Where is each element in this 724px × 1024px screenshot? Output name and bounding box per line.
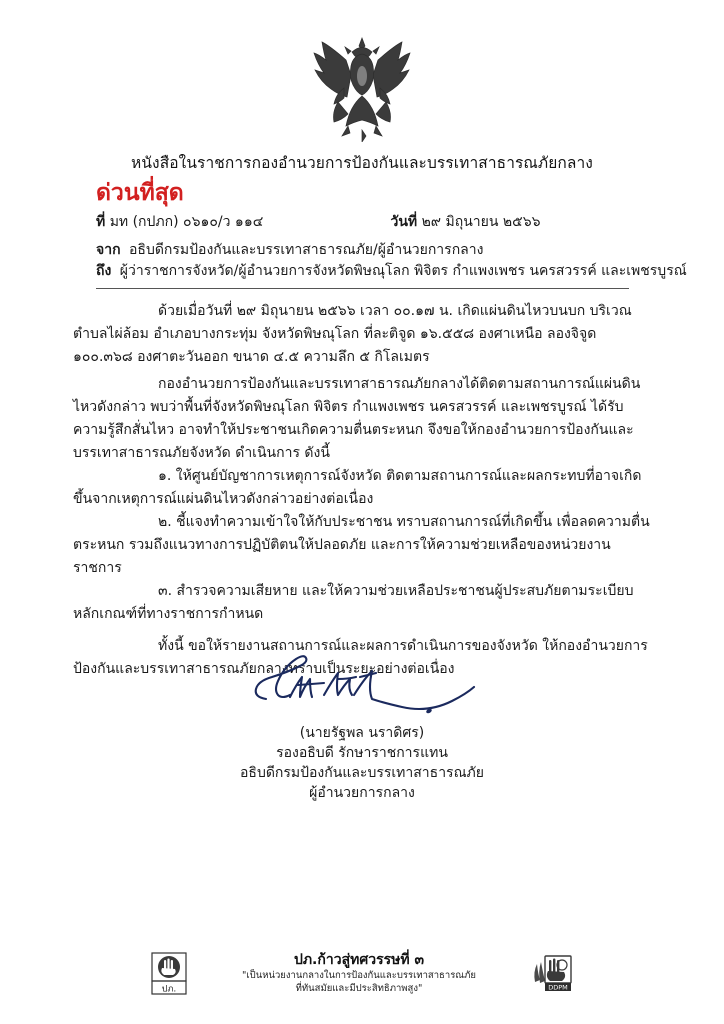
document-number-label: ที่ <box>96 214 106 230</box>
footer-title: ปภ.ก้าวสู่ทศวรรษที่ ๓ <box>293 952 425 969</box>
footer-subtitle-line-1: "เป็นหน่วยงานกลางในการป้องกันและบรรเทาสาธารณภัย <box>242 969 476 981</box>
signer-position-1: รองอธิบดี รักษาราชการแทน <box>276 745 448 761</box>
from-value: อธิบดีกรมป้องกันและบรรเทาสาธารณภัย/ผู้อำนวยการกลาง <box>129 242 484 258</box>
document-to-row <box>96 261 696 281</box>
signer-position-3: ผู้อำนวยการกลาง <box>309 785 415 801</box>
right-logo-caption: DDPM <box>548 983 568 992</box>
document-body <box>73 300 653 681</box>
signature-text-lines <box>0 723 724 803</box>
document-from-row <box>96 240 656 260</box>
handwritten-signature-icon <box>232 655 492 721</box>
document-date-value: ๒๙ มิถุนายน ๒๕๖๖ <box>421 214 541 230</box>
body-paragraph-2: กองอำนวยการป้องกันและบรรเทาสาธารณภัยกลางได้ติดตามสถานการณ์แผ่นดินไหวดังกล่าว พบว่าพื้นที่จังหวัดพิษณุโลก พิจิตร กำแพงเพชร นครสวรรค์ และเพชรบูรณ์ ได้รับความรู้สึกสั่นไหว อาจทำให้ประชาชนเกิดความตื่นตระหนก จึงขอให้กองอำนวยการป้องกันและบรรเทาสาธารณภัยจังหวัด ดำเนินการ ดังนี้ <box>73 376 641 461</box>
urgency-label: ด่วนที่สุด <box>96 180 184 206</box>
to-label: ถึง <box>96 263 112 279</box>
header-divider <box>96 288 629 289</box>
document-footer <box>0 952 724 996</box>
body-item-3: ๓. สำรวจความเสียหาย และให้ความช่วยเหลือประชาชนผู้ประสบภัยตามระเบียบ หลักเกณฑ์ที่ทางราชการกำหนด <box>73 583 634 622</box>
body-item-2: ๒. ชี้แจงทำความเข้าใจให้กับประชาชน ทราบสถานการณ์ที่เกิดขึ้น เพื่อลดความตื่นตระหนก รวมถึงแนวทางการปฏิบัติตนให้ปลอดภัย และการให้ความช่วยเหลือของหน่วยงานราชการ <box>73 514 650 576</box>
body-paragraph-3: ทั้งนี้ ขอให้รายงานสถานการณ์และผลการดำเนินการของจังหวัด ให้กองอำนวยการป้องกันและบรรเทาสาธารณภัยกลางทราบเป็นระยะอย่างต่อเนื่อง <box>73 638 648 677</box>
por-por-kor-seal-icon <box>149 952 189 996</box>
body-item-1: ๑. ให้ศูนย์บัญชาการเหตุการณ์จังหวัด ติดตามสถานการณ์และผลกระทบที่อาจเกิดขึ้นจากเหตุการณ์แผ่นดินไหวดังกล่าวอย่างต่อเนื่อง <box>73 468 642 507</box>
from-label: จาก <box>96 242 121 258</box>
signer-name: (นายรัฐพล นราดิศร) <box>299 725 425 741</box>
to-value: ผู้ว่าราชการจังหวัด/ผู้อำนวยการจังหวัดพิษณุโลก พิจิตร กำแพงเพชร นครสวรรค์ และเพชรบูรณ์ <box>119 263 687 279</box>
document-number-group <box>96 213 386 233</box>
document-date-group <box>390 214 540 230</box>
ddpm-logo-icon <box>529 952 575 996</box>
signer-position-2: อธิบดีกรมป้องกันและบรรเทาสาธารณภัย <box>239 765 484 781</box>
body-paragraph-1: ด้วยเมื่อวันที่ ๒๙ มิถุนายน ๒๕๖๖ เวลา ๐๐.๑๗ น. เกิดแผ่นดินไหวบนบก บริเวณ ตำบลไผ่ล้อม อำเภอบางกระทุ่ม จังหวัดพิษณุโลก ที่ละติจูด ๑๖.๕๕๘ องศาเหนือ ลองจิจูด ๑๐๐.๓๖๘ องศาตะวันออก ขนาด ๔.๕ ความลึก ๕ กิโลเมตร <box>73 303 632 365</box>
document-number-value: มท (กปภก) ๐๖๑๐/ว ๑๑๔ <box>109 214 264 230</box>
footer-text-block <box>199 952 519 995</box>
left-logo-caption: ปภ. <box>161 984 177 995</box>
signature-block <box>0 655 724 803</box>
document-date-label: วันที่ <box>390 214 418 230</box>
document-meta-row <box>96 213 636 233</box>
emblem-container <box>0 30 724 146</box>
garuda-emblem-icon <box>308 30 416 142</box>
footer-subtitle-line-2: ที่ทันสมัยและมีประสิทธิภาพสูง" <box>295 982 423 994</box>
document-header-title: หนังสือในราชการกองอำนวยการป้องกันและบรรเทาสาธารณภัยกลาง <box>131 154 593 172</box>
